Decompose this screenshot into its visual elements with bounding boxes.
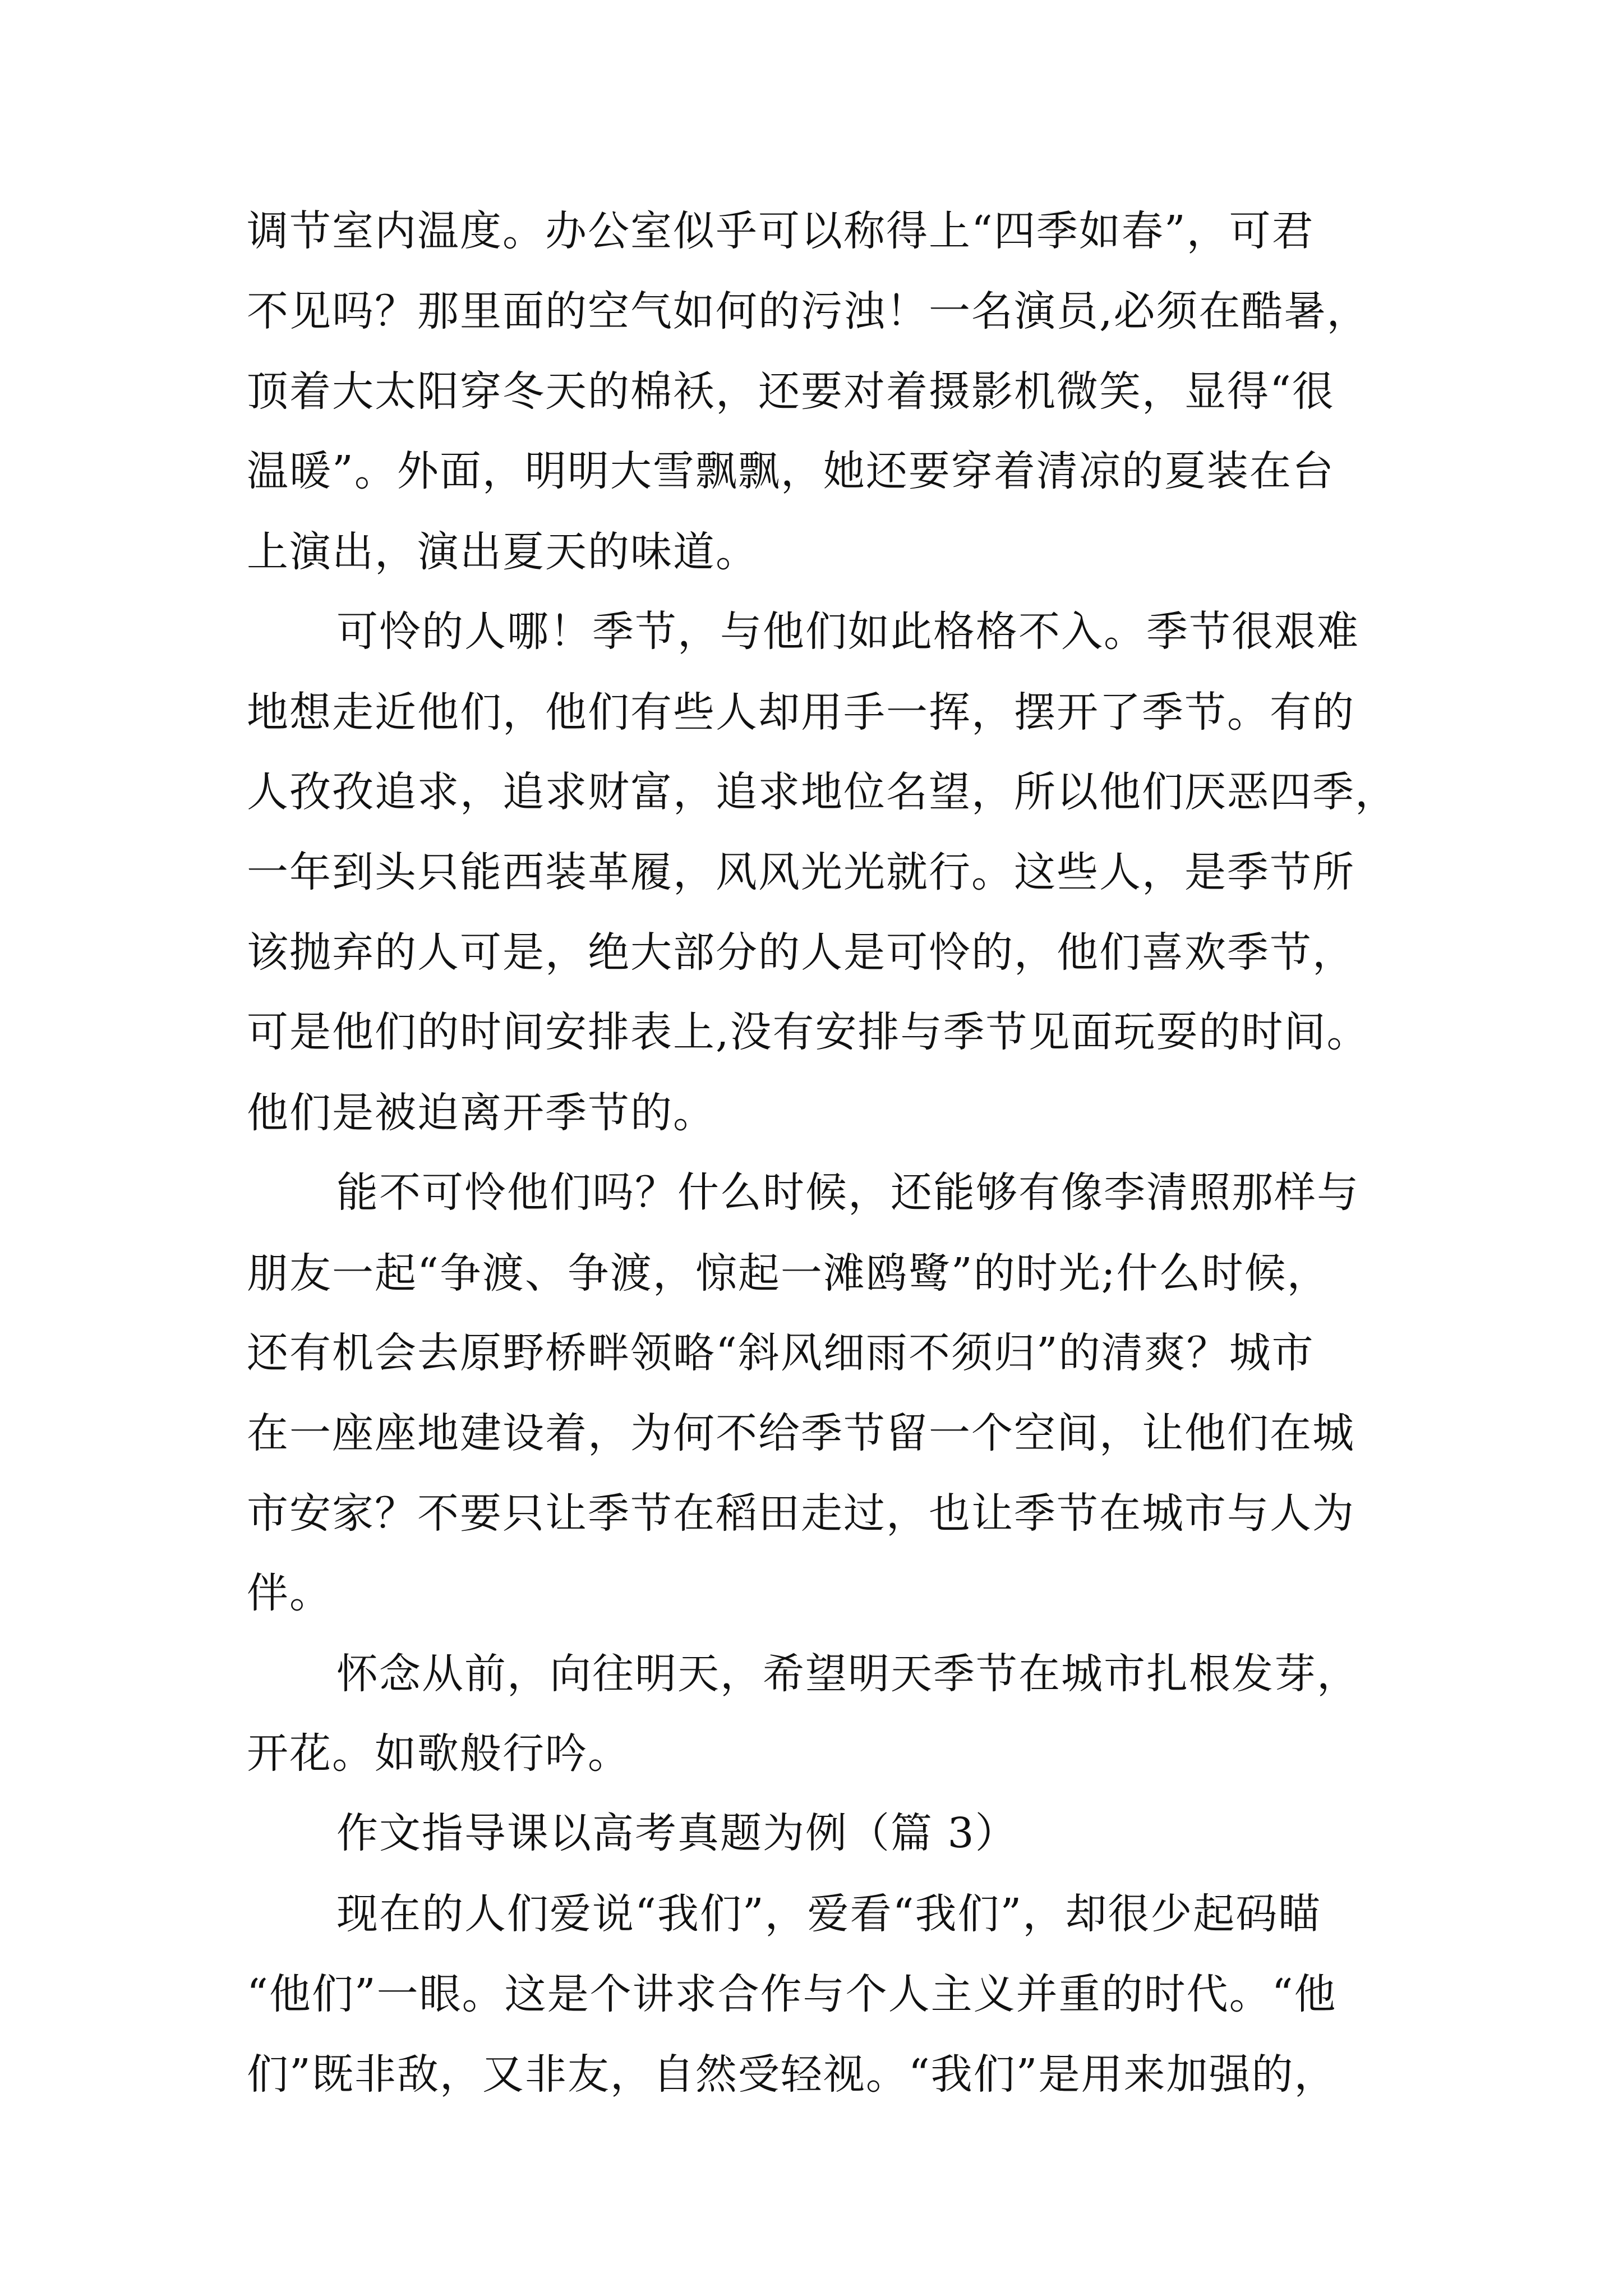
text-line: 调节室内温度。办公室似乎可以称得上“四季如春”，可君 — [247, 207, 1315, 255]
text-line: 人孜孜追求，追求财富，追求地位名望，所以他们厌恶四季， — [247, 768, 1398, 816]
text-line: 在一座座地建设着，为何不给季节留一个空间，让他们在城 — [247, 1409, 1355, 1457]
text-line: 开花。如歌般行吟。 — [247, 1729, 630, 1778]
text-line: 他们是被迫离开季节的。 — [247, 1089, 716, 1137]
text-line: 还有机会去原野桥畔领略“斜风细雨不须归”的清爽？城市 — [247, 1329, 1315, 1377]
text-line: 温暖”。外面，明明大雪飘飘，她还要穿着清凉的夏装在台 — [247, 447, 1335, 495]
paragraph-first-line: 怀念从前，向往明天，希望明天季节在城市扎根发芽， — [336, 1650, 1359, 1698]
text-line: 市安家？不要只让季节在稻田走过，也让季节在城市与人为 — [247, 1489, 1355, 1538]
paragraph-first-line: 能不可怜他们吗？什么时候，还能够有像李清照那样与 — [336, 1168, 1359, 1217]
paragraph-first-line: 可怜的人哪！季节，与他们如此格格不入。季节很艰难 — [336, 608, 1359, 656]
text-line: 不见吗？那里面的空气如何的污浊！一名演员,必须在酷暑， — [247, 287, 1370, 335]
text-line: 一年到头只能西装革履，风风光光就行。这些人，是季节所 — [247, 848, 1355, 896]
text-line: “他们”一眼。这是个讲求合作与个人主义并重的时代。“他 — [247, 1970, 1337, 2018]
text-line: 朋友一起“争渡、争渡，惊起一滩鸥鹭”的时光;什么时候， — [247, 1249, 1330, 1297]
text-line: 上演出，演出夏天的味道。 — [247, 528, 758, 576]
text-line: 该抛弃的人可是，绝大部分的人是可怜的，他们喜欢季节， — [247, 928, 1355, 977]
section-heading: 作文指导课以高考真题为例（篇 3） — [336, 1809, 1018, 1857]
text-line: 们”既非敌，又非友，自然受轻视。“我们”是用来加强的， — [247, 2050, 1337, 2099]
paragraph-first-line: 现在的人们爱说“我们”，爱看“我们”，却很少起码瞄 — [336, 1890, 1321, 1938]
text-line: 伴。 — [247, 1569, 332, 1617]
text-line: 顶着大太阳穿冬天的棉袄，还要对着摄影机微笑，显得“很 — [247, 367, 1335, 416]
text-line: 地想走近他们，他们有些人却用手一挥，摆开了季节。有的 — [247, 688, 1355, 737]
text-line: 可是他们的时间安排表上,没有安排与季节见面玩耍的时间。 — [247, 1008, 1370, 1056]
